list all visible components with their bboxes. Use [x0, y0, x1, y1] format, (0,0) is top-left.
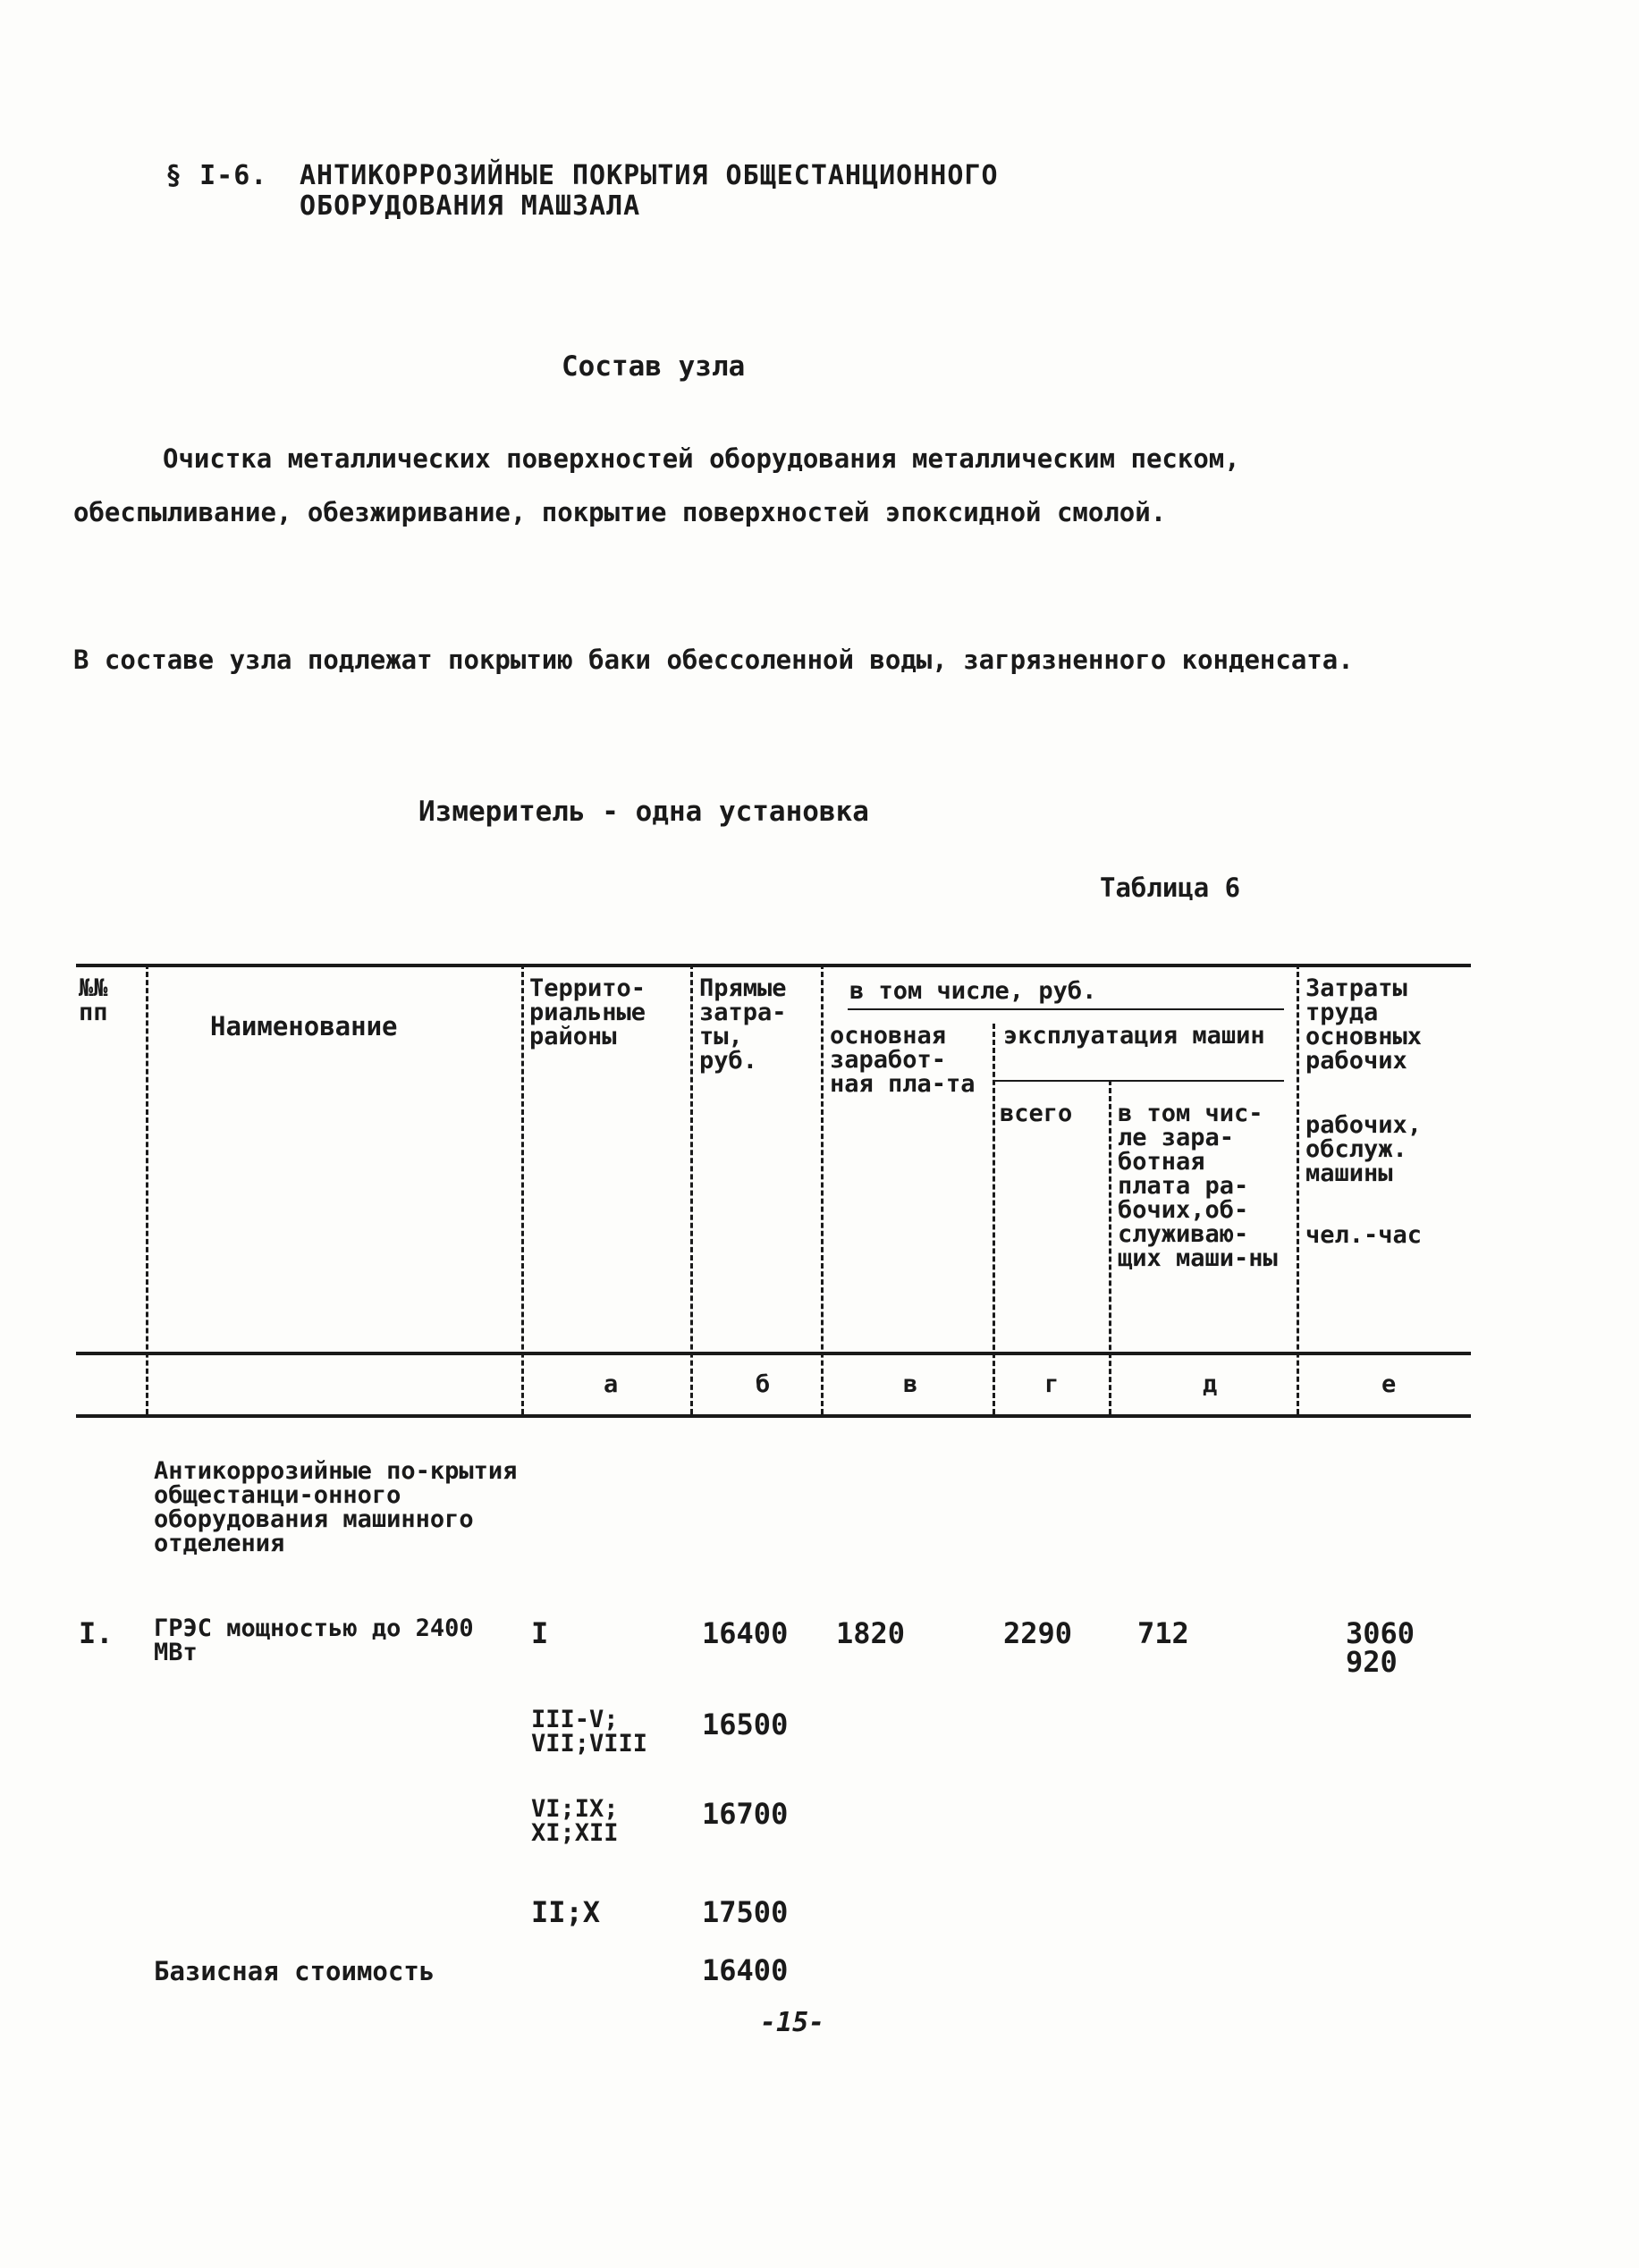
unit-of-measure: Измеритель - одна установка — [418, 796, 869, 828]
header-direct-costs: Прямые затра-ты, руб. — [699, 974, 787, 1075]
labor-machine-value: 920 — [1346, 1645, 1398, 1679]
col-letter-e: е — [1381, 1370, 1397, 1398]
node-title: Состав узла — [562, 350, 746, 383]
machine-wage-value: 712 — [1137, 1616, 1189, 1650]
table-top-rule — [76, 964, 1471, 967]
col-letter-g: г — [1044, 1370, 1060, 1398]
region-1: I — [531, 1616, 549, 1650]
section-title: Антикоррозийные по-крытия общестанци-онного оборудования машинного отделения — [154, 1457, 518, 1557]
paragraph-included: В составе узла подлежат покрытию баки обессоленной воды, загрязненного конденсата. — [73, 645, 1354, 675]
col-divider — [993, 1024, 995, 1414]
machine-total-value: 2290 — [1003, 1616, 1073, 1650]
header-including: в том числе, руб. — [849, 977, 1097, 1005]
letters-bottom-rule — [76, 1414, 1471, 1418]
header-regions: Террито-риальные районы — [529, 974, 646, 1050]
col-letter-a: а — [604, 1370, 619, 1398]
col-letter-v: в — [903, 1370, 918, 1398]
heading-line2: ОБОРУДОВАНИЯ МАШЗАЛА — [300, 190, 641, 222]
header-num: №№ пп — [79, 974, 108, 1026]
table-number: Таблица 6 — [1100, 873, 1241, 903]
header-labor-sub: рабочих, обслуж. машины — [1305, 1111, 1423, 1187]
header-base-wage: основная заработ-ная пла-та — [830, 1022, 976, 1098]
labor-main-value: 3060 — [1346, 1616, 1415, 1650]
region-4: II;X — [531, 1895, 601, 1929]
base-wage-value: 1820 — [836, 1616, 906, 1650]
col-divider — [821, 964, 824, 1414]
header-name: Наименование — [210, 1011, 398, 1041]
header-bottom-rule — [76, 1352, 1471, 1355]
base-cost-label: Базисная стоимость — [154, 1956, 435, 1986]
page-number: -15- — [760, 2007, 825, 2038]
region-2: III-V; VII;VIII — [531, 1706, 648, 1758]
row-number: I. — [79, 1616, 114, 1650]
header-labor-unit: чел.-час — [1305, 1221, 1423, 1249]
section-number: § I-6. — [165, 160, 268, 191]
row-name: ГРЭС мощностью до 2400 МВт — [154, 1615, 474, 1666]
including-underline — [848, 1008, 1284, 1010]
col-letter-d: д — [1203, 1370, 1218, 1398]
machine-underline — [993, 1080, 1284, 1082]
paragraph-composition: Очистка металлических поверхностей оборудования металлическим песком, обеспыливание, обезжиривание, покрытие поверхностей эпоксидной смолой. — [73, 443, 1240, 527]
section-heading — [165, 161, 999, 222]
col-divider — [521, 964, 524, 1414]
header-total: всего — [1000, 1100, 1073, 1127]
direct-cost-2: 16500 — [702, 1707, 789, 1741]
col-divider — [1109, 1080, 1111, 1414]
direct-cost-3: 16700 — [702, 1797, 789, 1831]
header-labor-costs: Затраты труда основных рабочих — [1305, 974, 1423, 1075]
col-divider — [1297, 964, 1299, 1414]
col-letter-b: б — [756, 1370, 771, 1398]
direct-cost-1: 16400 — [702, 1616, 789, 1650]
heading-line1: АНТИКОРРОЗИЙНЫЕ ПОКРЫТИЯ ОБЩЕСТАНЦИОННОГО — [300, 160, 999, 191]
header-machine-operation: эксплуатация машин — [1003, 1022, 1265, 1050]
header-including-wage: в том чис-ле зара-ботная плата ра-бочих,об-служиваю-щих маши-ны — [1118, 1100, 1278, 1272]
base-cost-value: 16400 — [702, 1953, 789, 1987]
col-divider — [146, 964, 148, 1414]
col-divider — [690, 964, 693, 1414]
region-3: VI;IX; XI;XII — [531, 1795, 619, 1847]
direct-cost-4: 17500 — [702, 1895, 789, 1929]
